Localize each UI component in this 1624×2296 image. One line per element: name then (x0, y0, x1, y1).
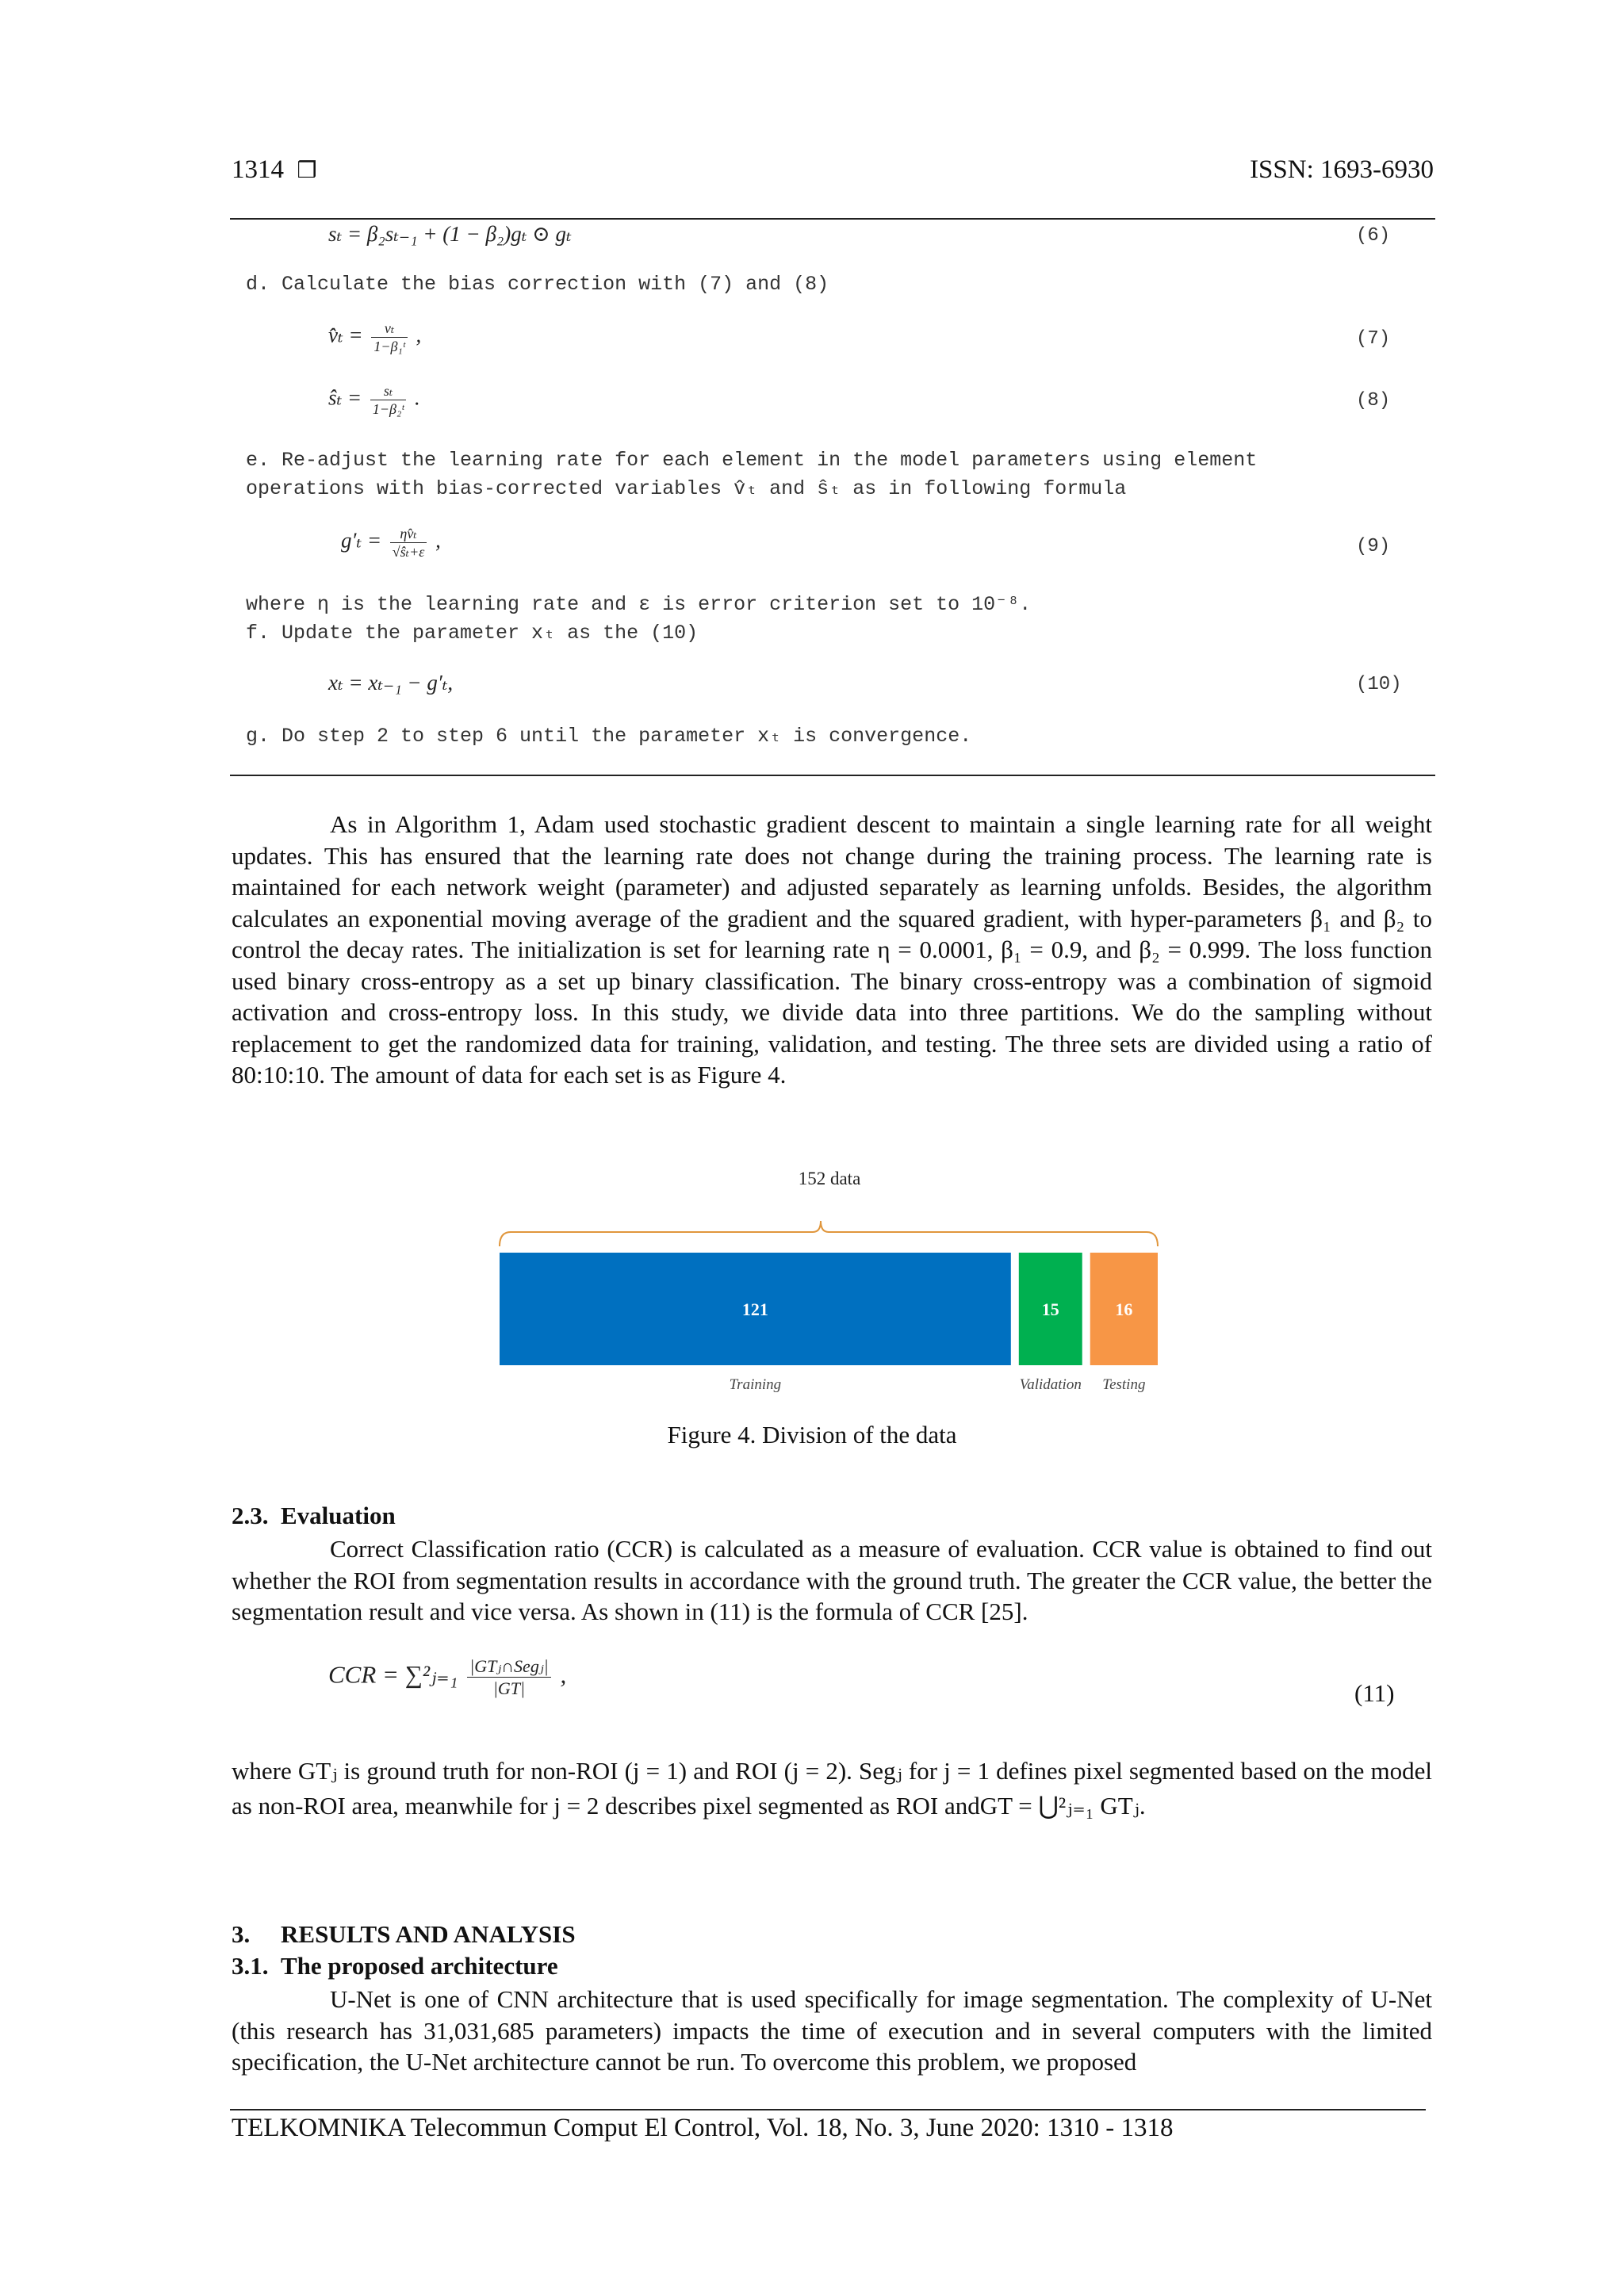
bar-value-testing: 16 (1115, 1299, 1133, 1319)
category-label-training: Training (729, 1376, 782, 1393)
equation-7-number: (7) (1356, 328, 1391, 350)
algorithm-step-e-line2: operations with bias-corrected variables v̂ₜ and ŝₜ as in following formula (246, 477, 1127, 500)
category-label-testing: Testing (1102, 1376, 1146, 1393)
figure-4-caption: Figure 4. Division of the data (667, 1421, 957, 1448)
equation-9: g′ₜ = $\frac{\text{ηv̂ₜ}}{\text{√ŝₜ+ε}}$ , (341, 526, 441, 560)
equation-11: CCR = ∑²ⱼ₌₁ $\frac{\text{|GTⱼ∩Segⱼ|}}{|GT|}$ , (328, 1656, 567, 1698)
section-3-heading: 3. RESULTS AND ANALYSIS (232, 1920, 576, 1948)
equation-6: sₜ = β₂sₜ₋₁ + (1 − β₂)gₜ ⊙ gₜ (328, 222, 572, 246)
section-2-3-heading: 2.3. Evaluation (232, 1502, 396, 1529)
bar-value-validation: 15 (1041, 1299, 1059, 1319)
equation-8: ŝₜ = $\frac{\text{sₜ}}{\text{1−β₂ᵗ}}$ . (328, 383, 420, 417)
equation-9-fraction: $\frac{\text{ηv̂ₜ}}{\text{√ŝₜ+ε}}$ (390, 525, 427, 561)
algorithm-step-e-line1: e. Re-adjust the learning rate for each element in the model parameters using element (246, 449, 1258, 472)
algorithm-top-rule (230, 218, 1435, 220)
algorithm-bottom-rule (230, 775, 1435, 776)
chart-brace (500, 1221, 1158, 1246)
algorithm-where-line: where η is the learning rate and ε is error criterion set to 10⁻⁸. (246, 593, 1032, 616)
figure-4-chart (476, 1158, 1174, 1395)
chart-title: 152 data (798, 1169, 861, 1188)
algorithm-step-g: g. Do step 2 to step 6 until the parameter xₜ is convergence. (246, 725, 972, 748)
section-3-1-heading: 3.1. The proposed architecture (232, 1952, 558, 1980)
issn: ISSN: 1693-6930 (1250, 155, 1434, 184)
equation-8-number: (8) (1356, 390, 1391, 411)
equation-11-fraction: $\frac{\text{|GTⱼ∩Segⱼ|}}{|GT|}$ (467, 1655, 551, 1699)
equation-10: xₜ = xₜ₋₁ − g′ₜ, (328, 671, 454, 695)
equation-10-number: (10) (1356, 674, 1402, 695)
equation-11-number: (11) (1354, 1679, 1395, 1707)
page-number: 1314 ❒ (232, 155, 317, 184)
section-2-3-where-paragraph: where GTⱼ is ground truth for non-ROI (j = 1) and ROI (j = 2). Segⱼ for j = 1 defines pixel segmented based on the model as non-ROI area, meanwhile for j = 2 describes pixel segmented as ROI andGT = ⋃²ⱼ₌₁ GTⱼ. (232, 1757, 1432, 1820)
equation-6-number: (6) (1356, 225, 1391, 247)
footer-rule (230, 2109, 1426, 2110)
section-3-1-paragraph: U-Net is one of CNN architecture that is used specifically for image segmentation. The complexity of U-Net (this research has 31,031,685 parameters) impacts the time of execution and in several computers with the limited specification, the U-Net architecture cannot be run. To overcome this problem, we proposed (232, 1985, 1432, 2076)
equation-7: v̂ₜ = $\frac{\text{vₜ}}{\text{1−β₁ᵗ}}$ , (328, 320, 422, 354)
algorithm-step-f: f. Update the parameter xₜ as the (10) (246, 622, 699, 645)
chart-bars (500, 1253, 1158, 1393)
box-icon: ❒ (297, 157, 317, 183)
paragraph-adam: As in Algorithm 1, Adam used stochastic gradient descent to maintain a single learning rate for all weight updates. This has ensured that the learning rate does not change during the training process. The learning rate is maintained for each network weight (parameter) and adjusted separately as learning unfolds. Besides, the algorithm calculates an exponential moving average of the gradient and the squared gradient, with hyper-parameters β₁ and β₂ to control the decay rates. The initialization is set for learning rate η = 0.0001, β₁ = 0.9, and β₂ = 0.999. The loss function used binary cross-entropy as a set up binary classification. The binary cross-entropy was a combination of sigmoid activation and cross-entropy loss. In this study, we divide data into three partitions. We do the sampling without replacement to get the randomized data for training, validation, and testing. The three sets are divided using a ratio of 80:10:10. The amount of data for each set is as Figure 4. (232, 810, 1432, 1089)
equation-7-fraction: $\frac{\text{vₜ}}{\text{1−β₁ᵗ}}$ (371, 320, 407, 355)
algorithm-step-d: d. Calculate the bias correction with (7) and (8) (246, 273, 829, 296)
category-label-validation: Validation (1019, 1376, 1082, 1393)
equation-8-fraction: $\frac{\text{sₜ}}{\text{1−β₂ᵗ}}$ (370, 382, 406, 418)
section-2-3-paragraph: Correct Classification ratio (CCR) is calculated as a measure of evaluation. CCR value is obtained to find out whether the ROI from segmentation results in accordance with the ground truth. The greater the CCR value, the better the segmentation result and vice versa. As shown in (11) is the formula of CCR [25]. (232, 1535, 1432, 1625)
equation-9-number: (9) (1356, 536, 1391, 557)
bar-value-training: 121 (741, 1299, 768, 1319)
footer-citation: TELKOMNIKA Telecommun Comput El Control, Vol. 18, No. 3, June 2020: 1310 - 1318 (232, 2114, 1174, 2142)
